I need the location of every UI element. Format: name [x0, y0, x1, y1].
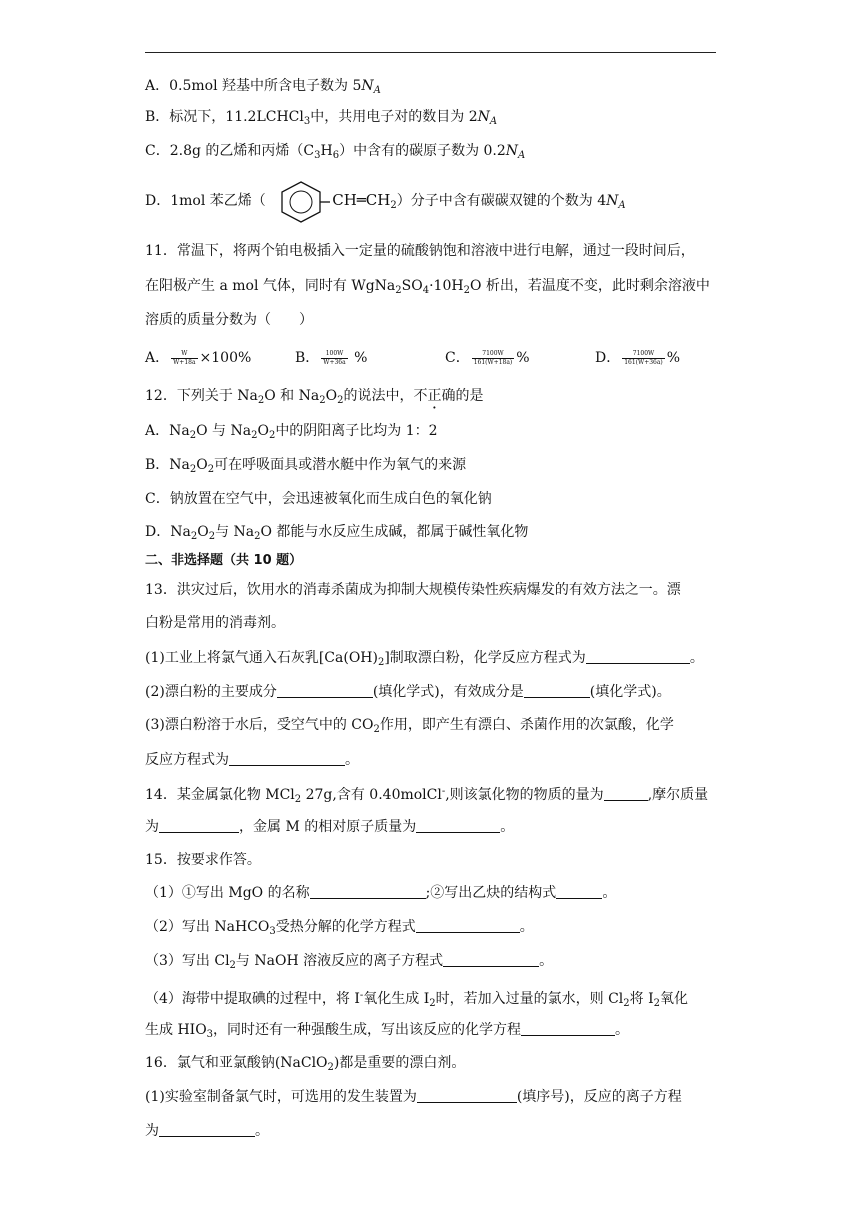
answer-blank[interactable] [416, 918, 520, 933]
q13-line-2: 白粉是常用的消毒剂。 [145, 615, 285, 631]
q15-part-4: （4）海带中提取碘的过程中，将 I-氧化生成 $I_2$时，若加入过量的氯水，则 $Cl_2$将 $I_2$氧化 [145, 990, 689, 1009]
fraction: $\frac{100W}{W+36a}$ [323, 349, 346, 366]
answer-blank[interactable] [416, 818, 500, 833]
q15-part-3: （3）写出 $Cl_2$与 NaOH 溶液反应的离子方程式 。 [145, 953, 554, 971]
q12-option-d: D．$Na_2O_2$与 $Na_2O$ 都能与水反应生成碱，都属于碱性氧化物 [145, 524, 529, 542]
answer-blank[interactable] [524, 683, 590, 698]
answer-blank[interactable] [604, 786, 648, 801]
header-rule [145, 52, 716, 53]
q11-option-c: C． $\frac{7100W}{161(W+18a)}$ % [445, 349, 530, 366]
answer-blank[interactable] [556, 884, 602, 899]
q12-option-a: A．$Na_2O$ 与 $Na_2O_2$中的阴阳离子比均为 1：2 [145, 423, 438, 441]
q16-part-1: (1)实验室制备氯气时，可选用的发生装置为 (填序号)，反应的离子方程 [145, 1089, 682, 1105]
q11-line-1: 11．常温下，将两个铂电极插入一定量的硫酸钠饱和溶液中进行电解，通过一段时间后， [145, 243, 695, 259]
q13-part-1: (1)工业上将氯气通入石灰乳$[Ca(OH)_2]$制取漂白粉，化学反应方程式为 。 [145, 650, 704, 668]
q11-option-b: B． $\frac{100W}{W+36a}$ % [295, 349, 368, 366]
q11-option-a: A． $\frac{W}{W+18a}$ ×100% [145, 349, 252, 366]
q10-option-a: A．0.5mol 羟基中所含电子数为 $5N_A$ [145, 78, 381, 96]
answer-blank[interactable] [159, 818, 239, 833]
answer-blank[interactable] [310, 884, 426, 899]
q12-stem: 12．下列关于 $Na_2O$ 和 $Na_2O_2$的说法中，不正确的是 [145, 388, 484, 406]
q10-option-d: D．1mol 苯乙烯（ $CH═CH_2$）分子中含有碳碳双键的个数为 $4N_A$ [145, 178, 626, 228]
answer-blank[interactable] [586, 649, 690, 664]
q14-line-1: 14．某金属氯化物 MCl$_2$ 27g,含有 0.40molCl-,则该氯化物的物质的量为 ,摩尔质量 [145, 786, 709, 805]
section-heading: 二、非选择题（共 10 题） [145, 553, 303, 568]
q13-part-2: (2)漂白粉的主要成分 (填化学式)，有效成分是 (填化学式)。 [145, 684, 671, 700]
q15-part-4-line-2: 生成 $HIO_3$，同时还有一种强酸生成，写出该反应的化学方程 。 [145, 1022, 630, 1040]
q13-line-1: 13．洪灾过后，饮用水的消毒杀菌成为抑制大规模传染性疾病爆发的有效方法之一。漂 [145, 582, 681, 598]
q11-line-2: 在阳极产生 a mol 气体，同时有 $WgNa_2SO_4\cdot 10H_2O$ 析出，若温度不变，此时剩余溶液中 [145, 278, 710, 296]
q10-option-c: C．2.8g 的乙烯和丙烯$(C_3H_6)$中含有的碳原子数为 $0.2N_A$ [145, 143, 526, 161]
q13-part-3-line-2: 反应方程式为 。 [145, 752, 359, 768]
q13-part-3: (3)漂白粉溶于水后，受空气中的 $CO_2$作用，即产生有漂白、杀菌作用的次氯酸，化学 [145, 717, 674, 735]
q12-option-c: C．钠放置在空气中，会迅速被氧化而生成白色的氧化钠 [145, 491, 492, 507]
fraction: $\frac{7100W}{161(W+36a)}$ [624, 349, 663, 366]
q16-part-1-line-2: 为 。 [145, 1123, 269, 1139]
q14-line-2: 为 ，金属 M 的相对原子质量为 。 [145, 819, 515, 835]
fraction: $\frac{W}{W+18a}$ [173, 349, 196, 366]
q15-part-1: （1）①写出 MgO 的名称 ;②写出乙炔的结构式 。 [145, 885, 617, 901]
q11-line-3: 溶质的质量分数为（ ） [145, 312, 313, 328]
q12-option-b: B．$Na_2O_2$可在呼吸面具或潜水艇中作为氧气的来源 [145, 457, 467, 475]
answer-blank[interactable] [277, 683, 373, 698]
emphasis-text: 不正确 [413, 388, 456, 404]
answer-blank[interactable] [417, 1088, 517, 1103]
q10-option-b: B．标况下，11.2LCHCl$_3$中，共用电子对的数目为 $2N_A$ [145, 109, 498, 127]
answer-blank[interactable] [159, 1122, 255, 1137]
fraction: $\frac{7100W}{161(W+18a)}$ [473, 349, 513, 366]
answer-blank[interactable] [229, 751, 345, 766]
answer-blank[interactable] [443, 952, 539, 967]
answer-blank[interactable] [521, 1021, 615, 1036]
benzene-ring-icon [272, 179, 330, 223]
q11-option-d: D． $\frac{7100W}{161(W+36a)}$ % [595, 349, 681, 366]
q15-part-2: （2）写出 NaHCO$_3$受热分解的化学方程式 。 [145, 919, 534, 937]
q16-stem: 16．氯气和亚氯酸钠(NaClO$_2$)都是重要的漂白剂。 [145, 1055, 466, 1073]
q15-stem: 15．按要求作答。 [145, 852, 261, 868]
